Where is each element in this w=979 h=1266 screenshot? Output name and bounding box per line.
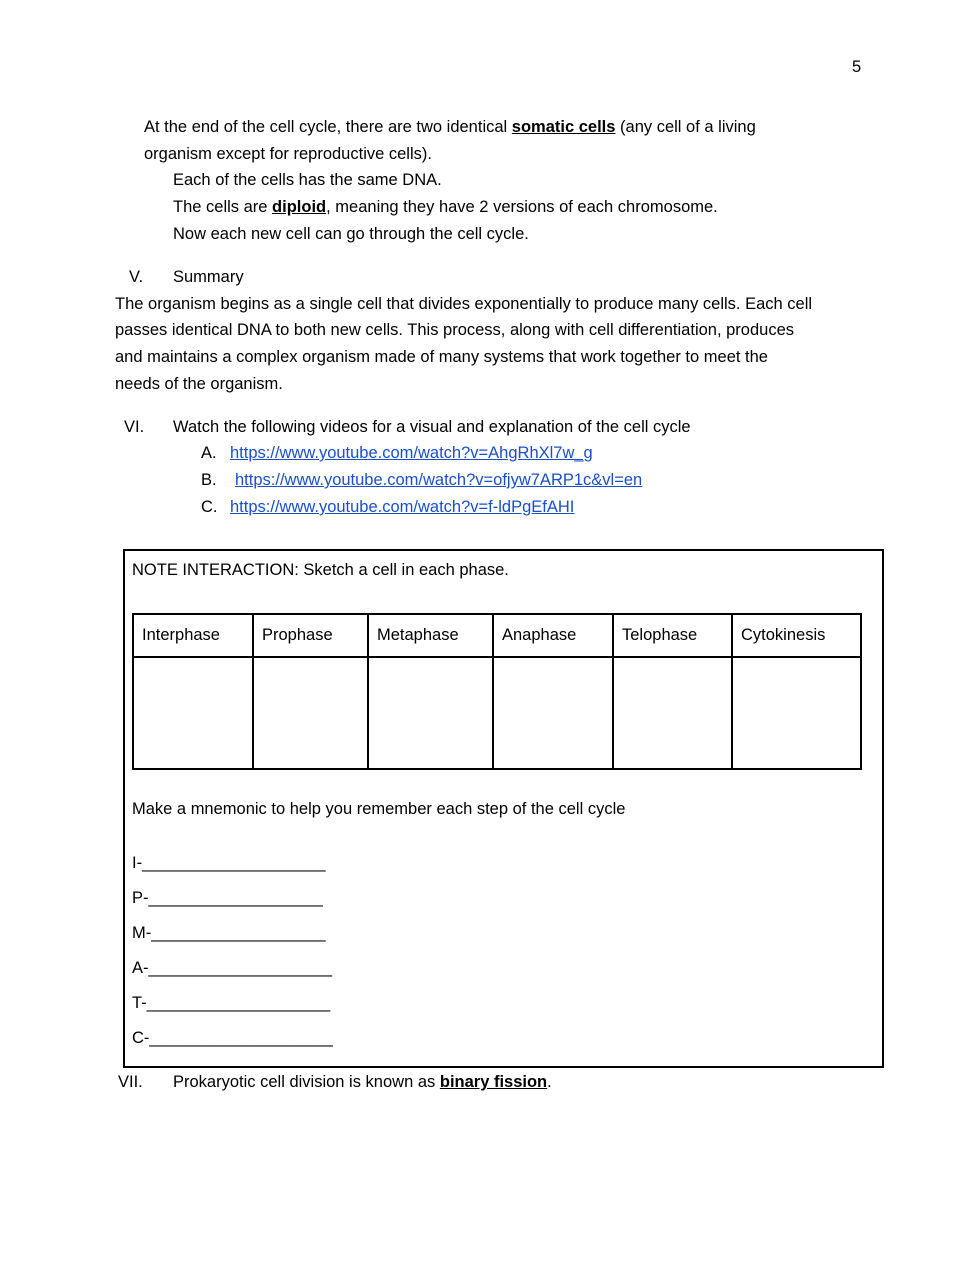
mnemonic-line-a[interactable]: A-____________________ xyxy=(132,959,333,977)
phase-header-cytokinesis: Cytokinesis xyxy=(732,614,861,657)
summary-line: passes identical DNA to both new cells. This process, along with cell differentiation, produces xyxy=(115,321,795,339)
sketch-cell-cytokinesis[interactable] xyxy=(732,657,861,769)
page-number: 5 xyxy=(852,58,862,76)
videos-numeral: VI. xyxy=(124,418,145,436)
mnemonic-line-i[interactable]: I-____________________ xyxy=(132,854,326,872)
mnemonic-line-p[interactable]: P-___________________ xyxy=(132,889,323,907)
text: At the end of the cell cycle, there are two identical xyxy=(144,118,512,136)
phase-header-row xyxy=(133,614,861,657)
phase-header-interphase: Interphase xyxy=(133,614,253,657)
video-link-b[interactable]: https://www.youtube.com/watch?v=ofjyw7ARP1c&vl=en xyxy=(235,471,643,489)
summary-line: The organism begins as a single cell that divides exponentially to produce many cells. Each cell xyxy=(115,295,813,313)
summary-heading: Summary xyxy=(173,268,244,286)
sketch-cell-prophase[interactable] xyxy=(253,657,368,769)
somatic-cells-term: somatic cells xyxy=(511,118,616,136)
phase-sketch-row xyxy=(133,657,861,769)
video-link-a[interactable]: https://www.youtube.com/watch?v=AhgRhXl7w_g xyxy=(230,444,593,462)
sketch-cell-metaphase[interactable] xyxy=(368,657,493,769)
sketch-cell-interphase[interactable] xyxy=(133,657,253,769)
summary-numeral: V. xyxy=(129,268,144,286)
somatic-cells-line-2: organism except for reproductive cells). xyxy=(144,145,432,163)
prokaryotic-numeral: VII. xyxy=(118,1073,143,1091)
mnemonic-line-c[interactable]: C-____________________ xyxy=(132,1029,333,1047)
mnemonic-line-m[interactable]: M-___________________ xyxy=(132,924,326,942)
video-letter-b: B. xyxy=(201,471,217,489)
mnemonic-prompt: Make a mnemonic to help you remember each step of the cell cycle xyxy=(132,800,626,818)
mnemonic-line-t[interactable]: T-____________________ xyxy=(132,994,331,1012)
text: , meaning they have 2 versions of each chromosome. xyxy=(326,198,718,216)
somatic-cells-line xyxy=(144,118,756,137)
text: Prokaryotic cell division is known as xyxy=(173,1073,440,1091)
phase-header-prophase: Prophase xyxy=(253,614,368,657)
video-letter-a: A. xyxy=(201,444,217,462)
sketch-cell-telophase[interactable] xyxy=(613,657,732,769)
phase-header-anaphase: Anaphase xyxy=(493,614,613,657)
summary-line: and maintains a complex organism made of many systems that work together to meet the xyxy=(115,348,768,366)
summary-line: needs of the organism. xyxy=(115,375,283,393)
video-letter-c: C. xyxy=(201,498,218,516)
note-interaction-title: NOTE INTERACTION: Sketch a cell in each phase. xyxy=(132,561,509,579)
text: . xyxy=(547,1073,552,1091)
next-cycle-line: Now each new cell can go through the cell cycle. xyxy=(173,225,529,243)
binary-fission-term: binary fission xyxy=(439,1073,548,1091)
phase-header-telophase: Telophase xyxy=(613,614,732,657)
diploid-term: diploid xyxy=(272,198,327,216)
video-link-c[interactable]: https://www.youtube.com/watch?v=f-ldPgEfAHI xyxy=(230,498,575,516)
text: The cells are xyxy=(173,198,273,216)
prokaryotic-line xyxy=(173,1073,552,1092)
phase-sketch-table xyxy=(132,613,862,770)
diploid-line xyxy=(173,198,718,217)
text: (any cell of a living xyxy=(615,118,756,136)
phase-header-metaphase: Metaphase xyxy=(368,614,493,657)
sketch-cell-anaphase[interactable] xyxy=(493,657,613,769)
videos-heading: Watch the following videos for a visual and explanation of the cell cycle xyxy=(173,418,691,436)
same-dna-line: Each of the cells has the same DNA. xyxy=(173,171,442,189)
